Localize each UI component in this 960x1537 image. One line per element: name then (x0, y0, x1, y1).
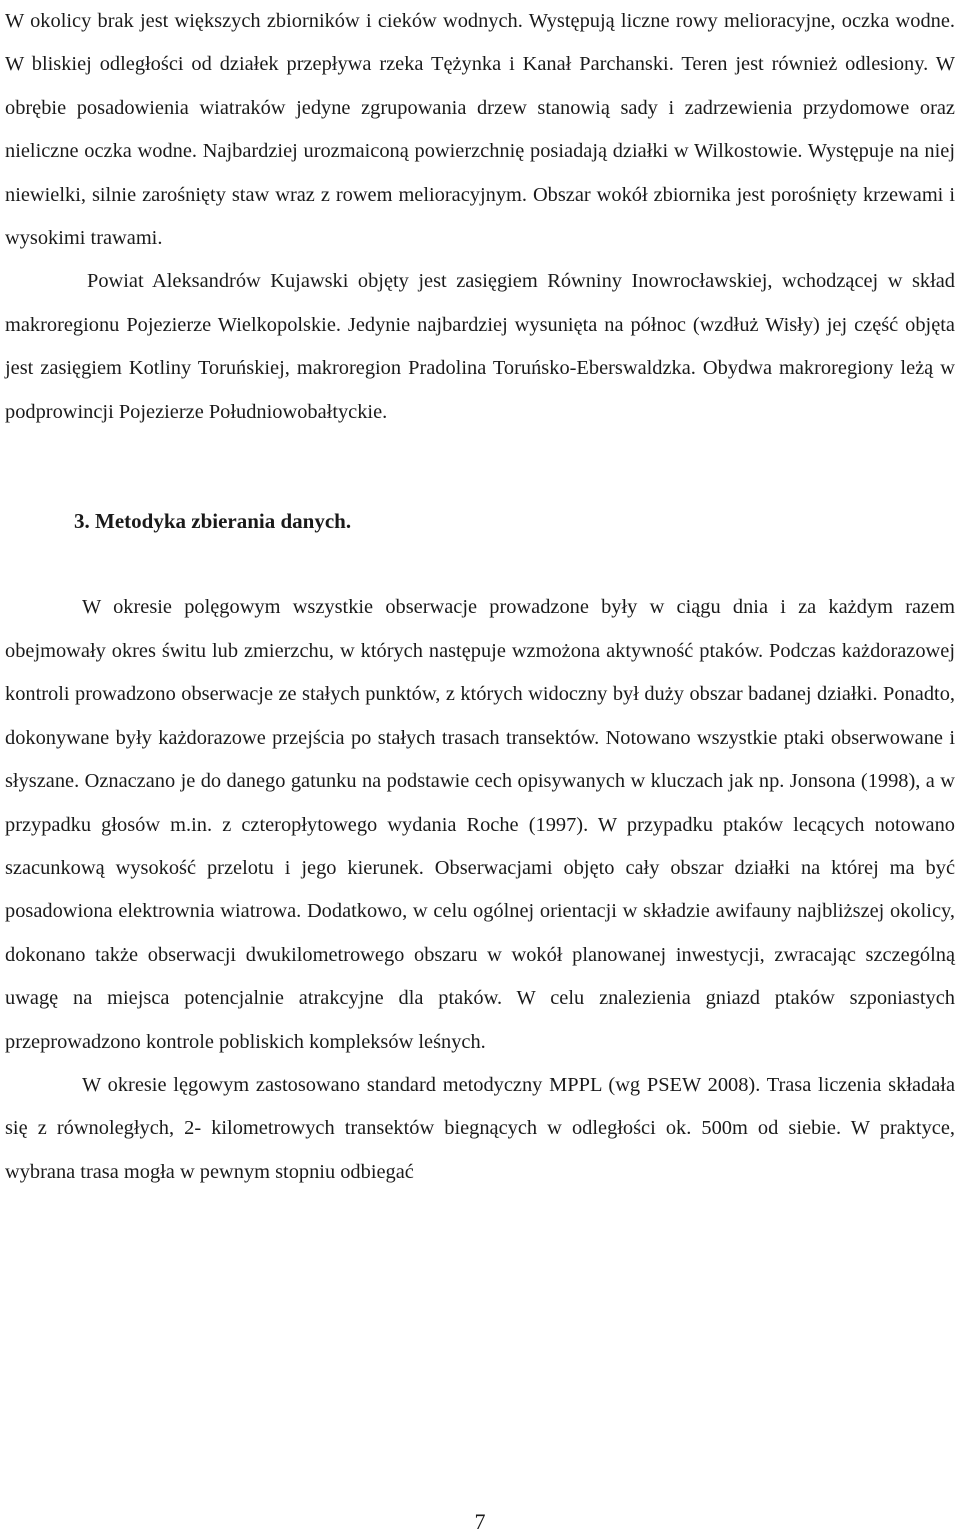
paragraph-mppl-standard: W okresie lęgowym zastosowano standard metodyczny MPPL (wg PSEW 2008). Trasa liczenia składała się z równoległych, 2- kilometrowych transektów biegnących w odległości ok. 500m od siebie. W praktyce, wybrana trasa mogła w pewnym stopniu odbiegać (5, 1073, 955, 1183)
paragraph-regions: Powiat Aleksandrów Kujawski objęty jest zasięgiem Równiny Inowrocławskiej, wchodzącej w skład makroregionu Pojezierze Wielkopolskie. Jedynie najbardziej wysunięta na północ (wzdłuż Wisły) jej część objęta jest zasięgiem Kotliny Toruńskiej, makroregion Pradolina Toruńsko-Eberswaldzka. Obydwa makroregiony leżą w podprowincji Pojezierze Południowobałtyckie. (5, 270, 955, 423)
paragraph-methodology: W okresie polęgowym wszystkie obserwacje prowadzone były w ciągu dnia i za każdym razem obejmowały okres świtu lub zmierzchu, w których następuje wzmożona aktywność ptaków. Podczas każdorazowej kontroli prowadzono obserwacje ze stałych punktów, z których widoczny był duży obszar badanej działki. Ponadto, dokonywane były każdorazowe przejścia po stałych trasach transektów. Notowano wszystkie ptaki obserwowane i słyszane. Oznaczano je do danego gatunku na podstawie cech opisywanych w kluczach jak np. Jonsona (1998), a w przypadku głosów m.in. z czteropłytowego wydania Roche (1997). W przypadku ptaków lecących notowano szacunkową wysokość przelotu i jego kierunek. Obserwacjami objęto cały obszar działki na której ma być posadowiona elektrownia wiatrowa. Dodatkowo, w celu ogólnej orientacji w składzie awifauny najbliższej okolicy, dokonano także obserwacji dwukilometrowego obszaru w wokół planowanej inwestycji, zwracając szczególną uwagę na miejsca potencjalnie atrakcyjne dla ptaków. W celu znalezienia gniazd ptaków szponiastych przeprowadzono kontrole pobliskich kompleksów leśnych. (5, 596, 955, 1053)
page-number: 7 (474, 1509, 486, 1534)
section-heading: 3. Metodyka zbierania danych. (74, 509, 352, 534)
spacer (5, 434, 955, 500)
spacer (5, 543, 955, 586)
paragraph-water-bodies: W okolicy brak jest większych zbiorników i cieków wodnych. Występują liczne rowy melioracyjne, oczka wodne. W bliskiej odległości od działek przepływa rzeka Tężynka i Kanał Parchanski. Teren jest również odlesiony. W obrębie posadowienia wiatraków jedyne zgrupowania drzew stanowią sady i zadrzewienia przydomowe oraz nieliczne oczka wodne. Najbardziej urozmaiconą powierzchnię posiadają działki w Wilkostowie. Występuje na niej niewielki, silnie zarośnięty staw wraz z rowem melioracyjnym. Obszar wokół zbiornika jest porośnięty krzewami i wysokimi trawami. (5, 10, 955, 250)
document-page (5, 0, 955, 1194)
